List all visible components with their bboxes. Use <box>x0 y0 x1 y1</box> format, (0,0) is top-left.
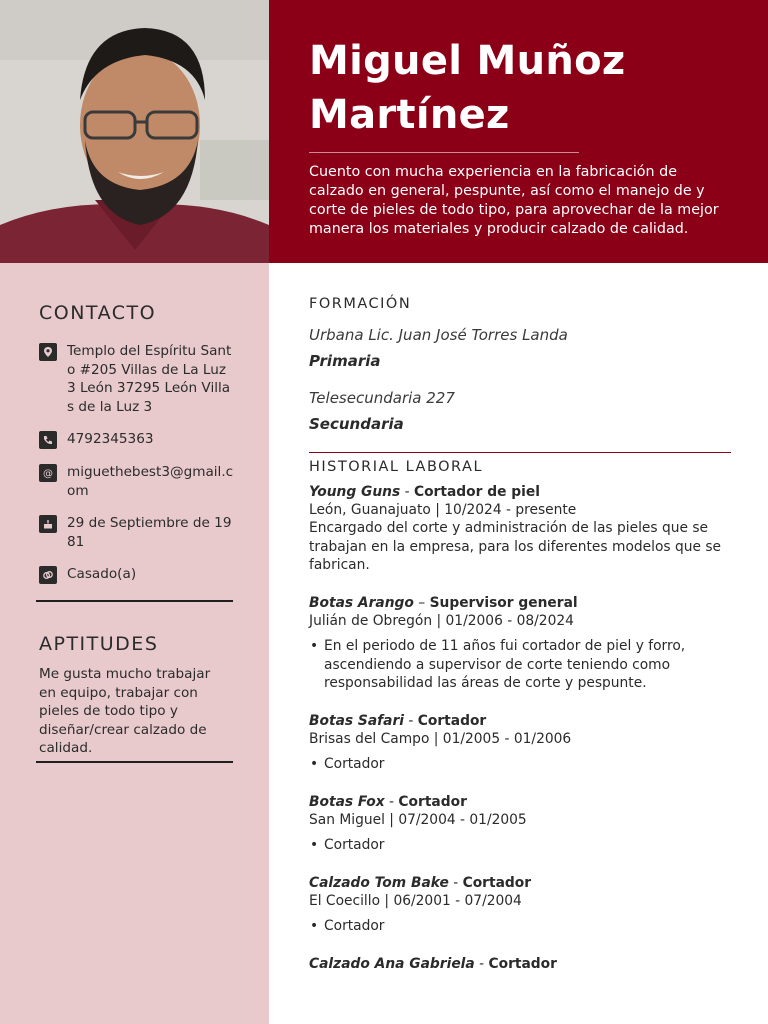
sidebar-divider-2 <box>36 761 233 763</box>
education-school-2: Telesecundaria 227 <box>309 389 455 407</box>
sidebar <box>0 263 269 1024</box>
job-entry <box>309 874 731 936</box>
job-place-dates: El Coecillo | 06/2001 - 07/2004 <box>309 893 522 910</box>
job-company: Botas Safari <box>309 713 405 729</box>
job-title: Cortador <box>398 794 467 810</box>
job-heading <box>309 955 731 973</box>
job-entry <box>309 483 731 574</box>
job-description: Encargado del corte y administración de las pieles que se trabajan en la empresa, para los diferentes modelos que se fabrican. <box>309 520 722 573</box>
contact-birthday <box>39 514 239 551</box>
contact-phone <box>39 430 239 449</box>
rings-icon <box>39 566 57 584</box>
aptitudes-title: APTITUDES <box>39 633 159 655</box>
job-separator: - <box>404 713 418 729</box>
job-entry <box>309 955 731 973</box>
job-entry <box>309 712 731 774</box>
job-bullet: • En el periodo de 11 años fui cortador de piel y forro, ascendiendo a supervisor de corte teniendo como responsabilidad las áreas de corte y pespunte. <box>324 637 731 692</box>
contact-email <box>39 463 239 500</box>
education-level-2: Secundaria <box>309 415 404 433</box>
job-place-dates: Julián de Obregón | 01/2006 - 08/2024 <box>309 613 574 630</box>
job-separator: - <box>384 794 399 810</box>
job-place-dates: San Miguel | 07/2004 - 01/2005 <box>309 812 527 829</box>
job-title: Cortador <box>488 956 557 972</box>
job-bullets <box>309 836 731 854</box>
formacion-title: FORMACIÓN <box>309 296 412 312</box>
aptitudes-text: Me gusta mucho trabajar en equipo, trabajar con pieles de todo tipo y diseñar/crear calzado de calidad. <box>39 666 211 756</box>
job-separator: - <box>448 875 463 891</box>
contact-address <box>39 342 239 416</box>
job-company: Botas Fox <box>309 794 385 810</box>
header-banner <box>269 0 768 263</box>
job-bullet: • Cortador <box>324 917 731 935</box>
education-school-1: Urbana Lic. Juan José Torres Landa <box>309 326 568 344</box>
job-place-dates: León, Guanajuato | 10/2024 - presente <box>309 502 577 519</box>
job-bullets <box>309 755 731 773</box>
job-heading <box>309 594 731 612</box>
email-icon <box>39 464 57 482</box>
job-title: Cortador <box>462 875 532 891</box>
job-heading <box>309 874 731 892</box>
historial-title: HISTORIAL LABORAL <box>309 459 484 475</box>
job-separator: - <box>474 956 489 972</box>
header-divider <box>309 152 579 153</box>
name-line-2: Martínez <box>309 92 510 138</box>
job-entry <box>309 793 731 855</box>
job-bullet: • Cortador <box>324 836 731 854</box>
contact-marital-text: Casado(a) <box>67 566 137 582</box>
contact-address-text: Templo del Espíritu Santo #205 Villas de La Luz 3 León 37295 León Villas de la Luz 3 <box>67 343 232 415</box>
job-company: Calzado Ana Gabriela <box>309 956 475 972</box>
job-place-dates: Brisas del Campo | 01/2005 - 01/2006 <box>309 731 572 748</box>
full-name <box>309 34 728 142</box>
job-heading <box>309 483 731 501</box>
job-title: Cortador de piel <box>413 484 540 500</box>
phone-icon <box>39 431 57 449</box>
job-company: Botas Arango <box>309 595 414 611</box>
job-bullets <box>309 637 731 692</box>
location-pin-icon <box>39 343 57 361</box>
contact-title: CONTACTO <box>39 302 157 324</box>
job-heading <box>309 712 731 730</box>
name-line-1: Miguel Muñoz <box>309 38 626 84</box>
contact-email-text: miguethebest3@gmail.com <box>67 464 234 499</box>
svg-text:@: @ <box>43 468 53 479</box>
job-company: Calzado Tom Bake <box>309 875 449 891</box>
job-bullet: • Cortador <box>324 755 731 773</box>
birthday-cake-icon <box>39 515 57 533</box>
profile-summary: Cuento con mucha experiencia en la fabricación de calzado en general, pespunte, así como el manejo de y corte de pieles de todo tipo, para aprovechar de la mejor manera los materiales y producir calzado de calidad. <box>309 164 719 237</box>
job-separator: - <box>400 484 414 500</box>
job-entry <box>309 594 731 692</box>
job-title: Supervisor general <box>429 595 578 611</box>
sidebar-divider-1 <box>36 600 233 602</box>
job-heading <box>309 793 731 811</box>
section-divider <box>309 452 731 453</box>
job-separator: – <box>413 595 430 611</box>
job-title: Cortador <box>417 713 487 729</box>
contact-phone-text: 4792345363 <box>67 431 154 447</box>
contact-marital-status <box>39 565 239 584</box>
job-company: Young Guns <box>309 484 401 500</box>
education-level-1: Primaria <box>309 352 381 370</box>
profile-photo <box>0 0 269 263</box>
contact-birthday-text: 29 de Septiembre de 1981 <box>67 515 232 550</box>
profile-photo-illustration <box>0 0 269 263</box>
job-bullets <box>309 917 731 935</box>
